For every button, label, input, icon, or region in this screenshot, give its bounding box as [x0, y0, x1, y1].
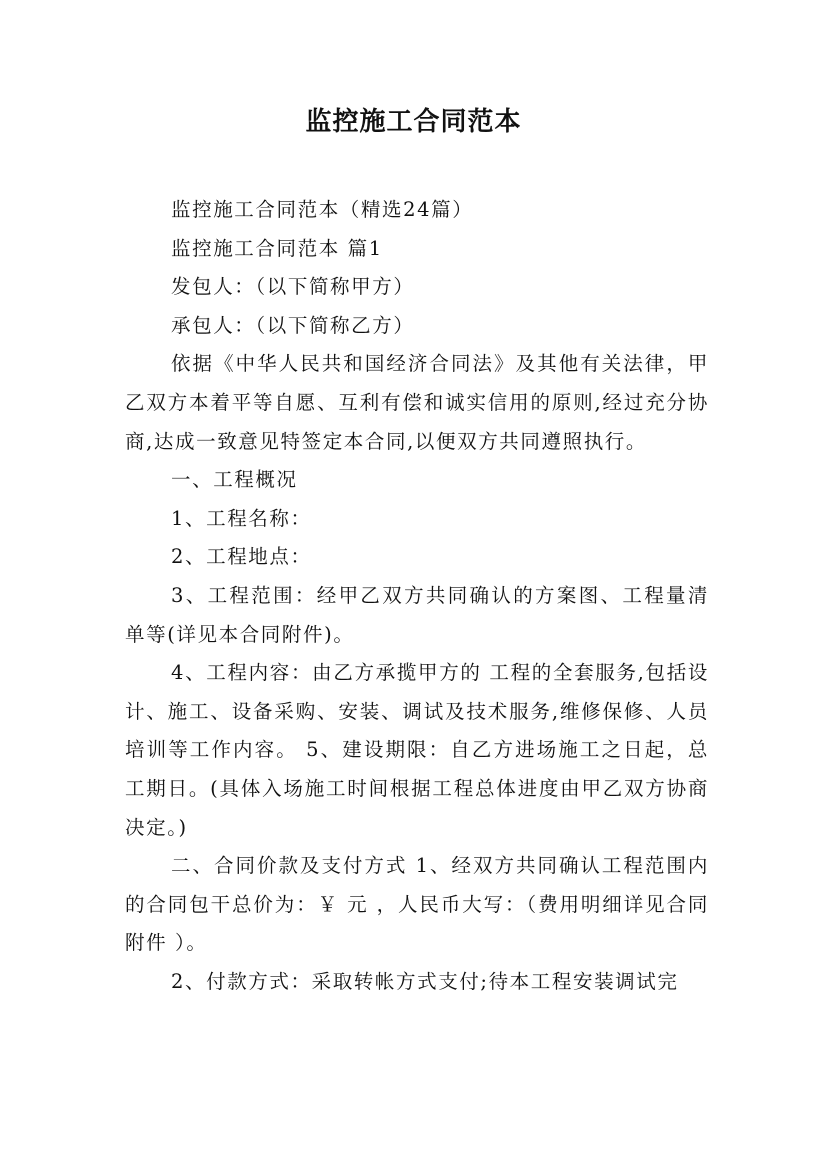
document-paragraph: 4、工程内容：由乙方承揽甲方的 工程的全套服务,包括设计、施工、设备采购、安装、调试及技术服务,维修保修、人员培训等工作内容。 5、建设期限：自乙方进场施工之日起，总工期日。(具体入场施工时间根据工程总体进度由甲乙双方协商决定。)	[125, 661, 709, 839]
document-paragraph: 2、付款方式：采取转帐方式支付;待本工程安装调试完	[171, 969, 679, 993]
document-body	[125, 191, 709, 1001]
section-heading: 二、合同价款及支付方式 1、经双方共同确认工程范围内的合同包干总价为：￥ 元 ，人民币大写：（费用明细详见合同附件 ）。	[125, 854, 709, 955]
document-paragraph: 依据《中华人民共和国经济合同法》及其他有关法律，甲乙双方本着平等自愿、互利有偿和诚实信用的原则,经过充分协商,达成一致意见特签定本合同,以便双方共同遵照执行。	[125, 352, 709, 453]
document-paragraph: 发包人：（以下简称甲方）	[171, 275, 415, 299]
document-paragraph: 监控施工合同范本（精选24篇）	[171, 198, 474, 221]
document-paragraph: 3、工程范围：经甲乙双方共同确认的方案图、工程量清单等(详见本合同附件)。	[125, 583, 709, 646]
section-heading: 一、工程概况	[171, 468, 298, 492]
document-paragraph: 1、工程名称：	[171, 506, 312, 530]
document-paragraph: 2、工程地点：	[171, 545, 312, 569]
document-paragraph: 监控施工合同范本 篇1	[171, 236, 383, 260]
document-paragraph: 承包人：（以下简称乙方）	[171, 313, 415, 337]
document-title: 监控施工合同范本	[305, 107, 522, 137]
